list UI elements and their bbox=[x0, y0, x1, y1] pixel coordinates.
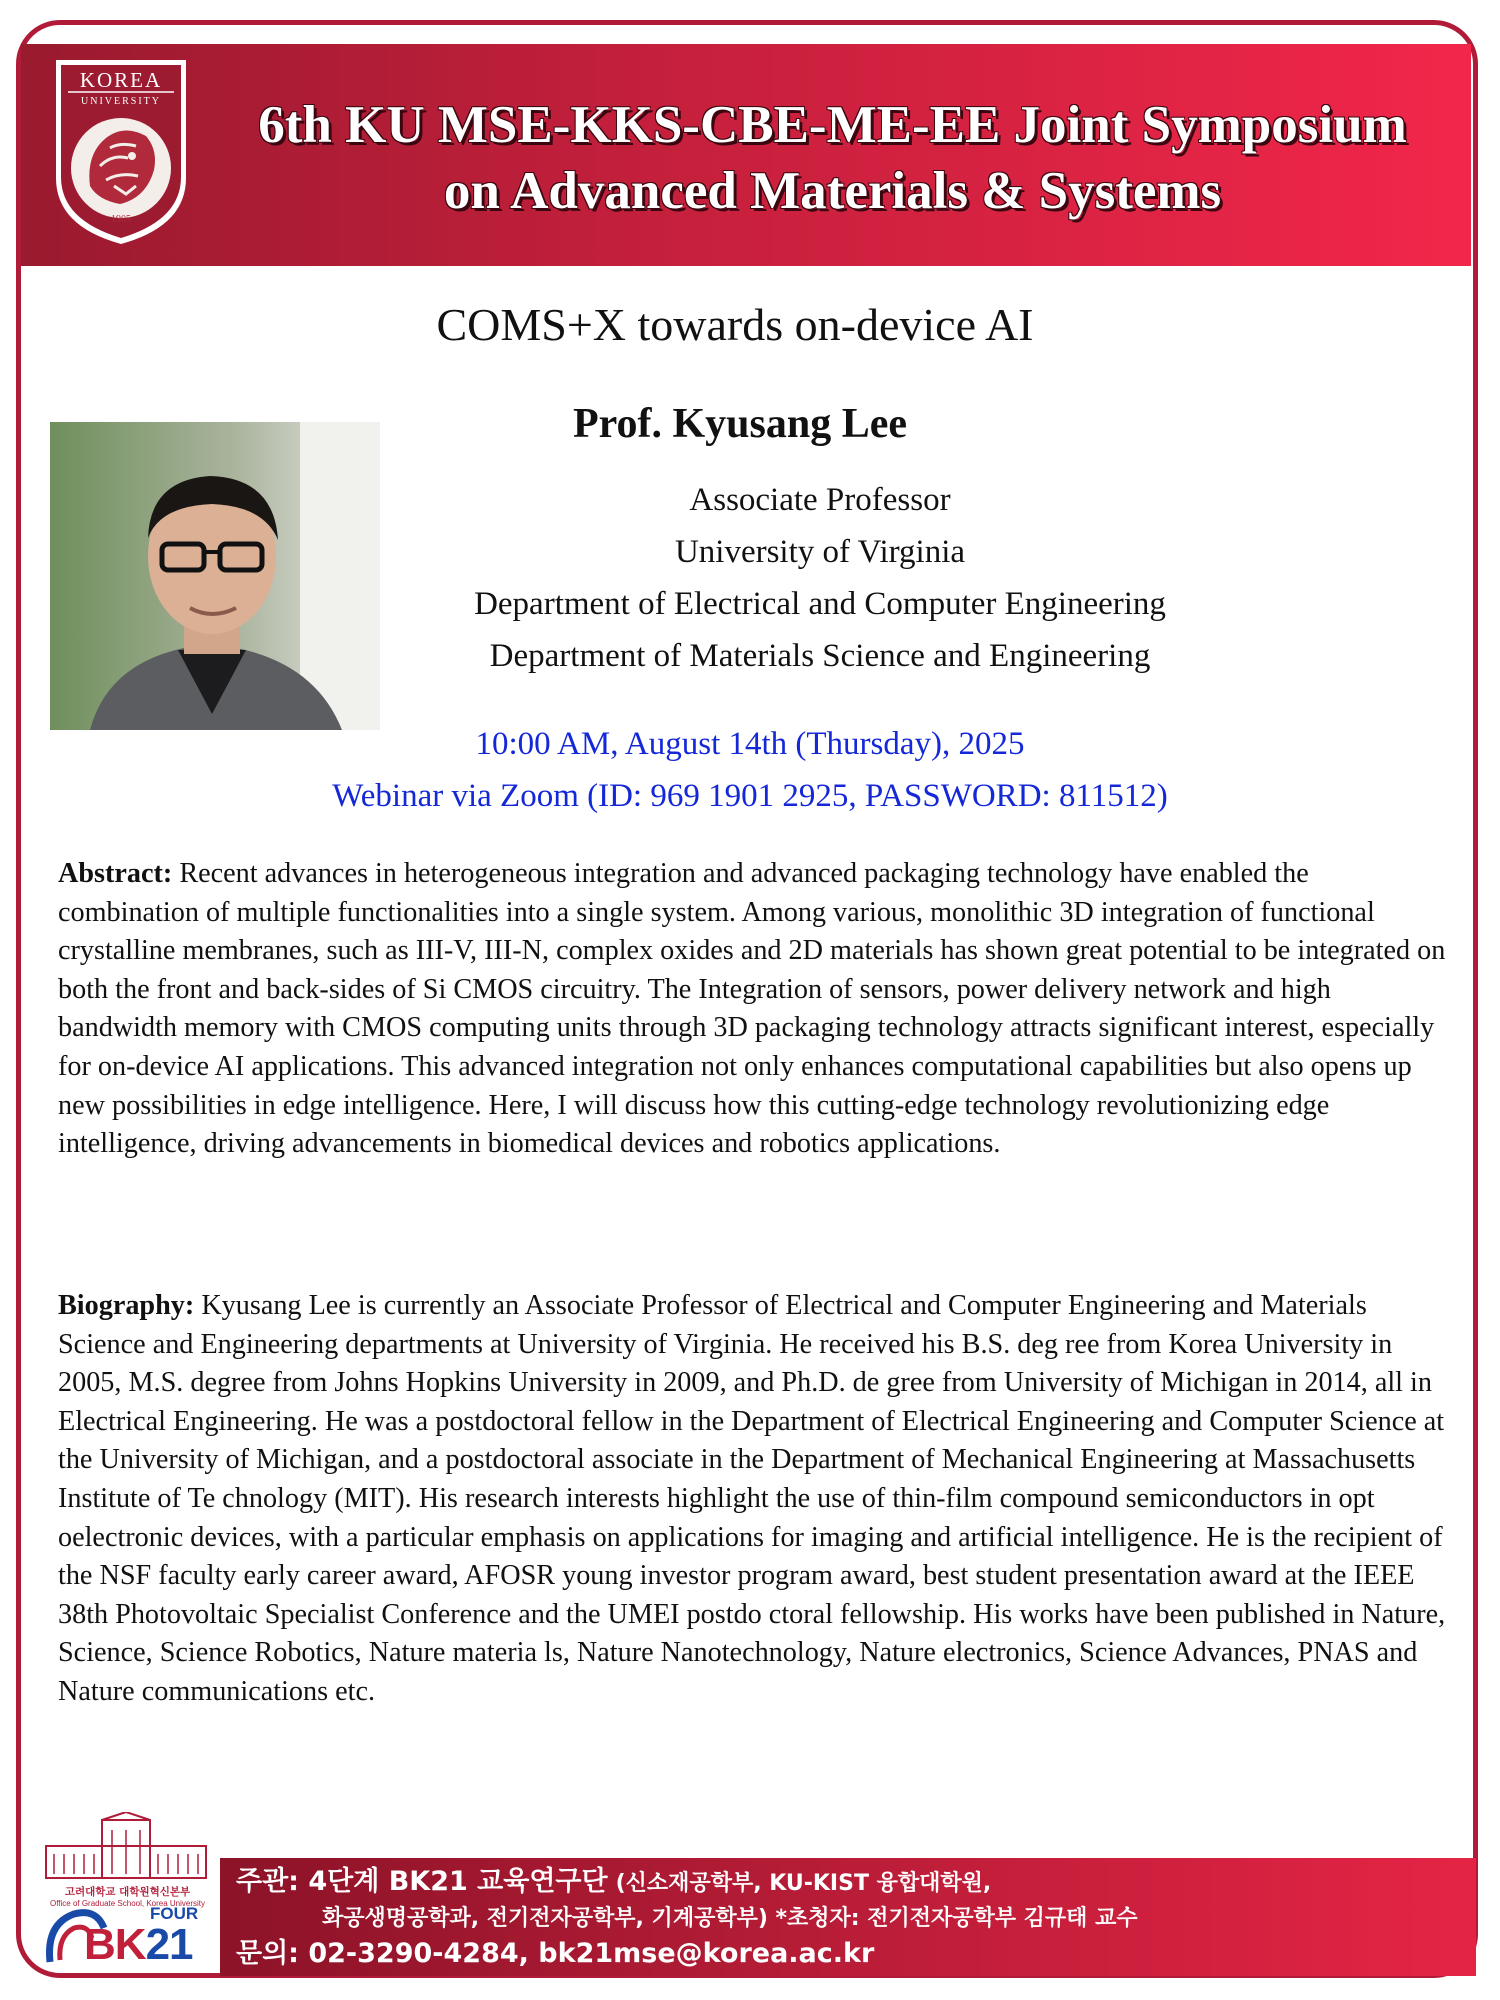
schedule-venue[interactable]: Webinar via Zoom (ID: 969 1901 2925, PASSWORD: 811512) bbox=[332, 778, 1168, 814]
affiliation-department-ece: Department of Electrical and Computer Engineering bbox=[474, 586, 1166, 622]
affiliation-department-mse: Department of Materials Science and Engineering bbox=[489, 638, 1151, 674]
footer-host-detail-1: (신소재공학부, KU-KIST 융합대학원, bbox=[615, 1871, 992, 1896]
abstract-label: Abstract: bbox=[58, 858, 173, 889]
footer-host-detail-2: 화공생명공학과, 전기전자공학부, 기계공학부) *초청자: 전기전자공학부 김규태 교수 bbox=[322, 1906, 1138, 1931]
bk21-bk-text: BK bbox=[84, 1920, 146, 1969]
footer-info bbox=[236, 1864, 1138, 1971]
biography-label: Biography: bbox=[58, 1290, 195, 1321]
biography-section bbox=[58, 1287, 1448, 1712]
graduate-school-name-ko: 고려대학교 대학원혁신본부 bbox=[64, 1886, 191, 1898]
footer-contact[interactable]: 문의: 02-3290-4284, bk21mse@korea.ac.kr bbox=[236, 1938, 875, 1969]
svg-text:KOREA: KOREA bbox=[79, 68, 163, 92]
affiliation-position: Associate Professor bbox=[689, 482, 951, 518]
symposium-title bbox=[195, 92, 1470, 224]
abstract-text: Recent advances in heterogeneous integration and advanced packaging technology have enabled the combination of multiple functionalities into a single system. Among various, monolithic 3D integration of functional crystalline membranes, such as III-V, III-N, complex oxides and 2D materials has shown great potential to be integrated on both the front and back-sides of Si CMOS circuitry. The Integration of sensors, power delivery network and high bandwidth memory with CMOS computing units through 3D packaging technology attracts significant interest, especially for on-device AI applications. This advanced integration not only enhances computational capabilities but also opens up new possibilities in edge intelligence. Here, I will discuss how this cutting-edge technology revolutionizing edge intelligence, driving advancements in biomedical devices and robotics applications. bbox=[58, 858, 1446, 1160]
bk21-wordmark bbox=[84, 1920, 193, 1970]
footer-host-line bbox=[236, 1864, 1138, 1901]
schedule-datetime: 10:00 AM, August 14th (Thursday), 2025 bbox=[475, 726, 1025, 762]
symposium-title-line2: on Advanced Materials & Systems bbox=[443, 162, 1222, 220]
abstract-section bbox=[58, 855, 1448, 1164]
graduate-school-building-logo bbox=[40, 1812, 212, 1882]
svg-text:UNIVERSITY: UNIVERSITY bbox=[81, 96, 161, 107]
svg-text:1905: 1905 bbox=[111, 214, 131, 225]
graduate-school-name-en: Office of Graduate School, Korea University bbox=[49, 1899, 206, 1908]
bk21-number-text: 21 bbox=[145, 1920, 193, 1969]
schedule bbox=[0, 718, 1500, 822]
affiliation-university: University of Virginia bbox=[674, 534, 966, 570]
speaker-name: Prof. Kyusang Lee bbox=[572, 401, 908, 447]
bk21-four-label: FOUR bbox=[150, 1904, 199, 1923]
symposium-title-line1: 6th KU MSE-KKS-CBE-ME-EE Joint Symposium bbox=[258, 96, 1407, 154]
korea-university-seal-logo bbox=[50, 58, 192, 246]
biography-text: Kyusang Lee is currently an Associate Professor of Electrical and Computer Engineering and Materials Science and Engineering departments at University of Virginia. He received his B.S. deg ree from Korea University in 2005, M.S. degree from Johns Hopkins University in 2009, and Ph.D. de gree from University of Michigan in 2014, all in Electrical Engineering. He was a postdoctoral fellow in the Department of Electrical Engineering and Computer Science at the University of Michigan, and a postdoctoral associate in the Department of Mechanical Engineering at Massachusetts Institute of Te chnology (MIT). His research interests highlight the use of thin-film compound semiconductors in opt oelectronic devices, with a particular emphasis on applications for imaging and artificial intelligence. He is the recipient of the NSF faculty early career award, AFOSR young investor program award, best student presentation award at the IEEE 38th Photovoltaic Specialist Conference and the UMEI postdo ctoral fellowship. His works have been published in Nature, Science, Science Robotics, Nature materia ls, Nature Nanotechnology, Nature electronics, Science Advances, PNAS and Nature communications etc. bbox=[58, 1290, 1446, 1707]
footer-host-label: 주관: 4단계 BK21 교육연구단 bbox=[236, 1866, 608, 1897]
speaker-affiliation bbox=[380, 474, 1260, 682]
speaker-photo bbox=[50, 422, 380, 730]
talk-title: COMS+X towards on-device AI bbox=[436, 299, 1034, 350]
